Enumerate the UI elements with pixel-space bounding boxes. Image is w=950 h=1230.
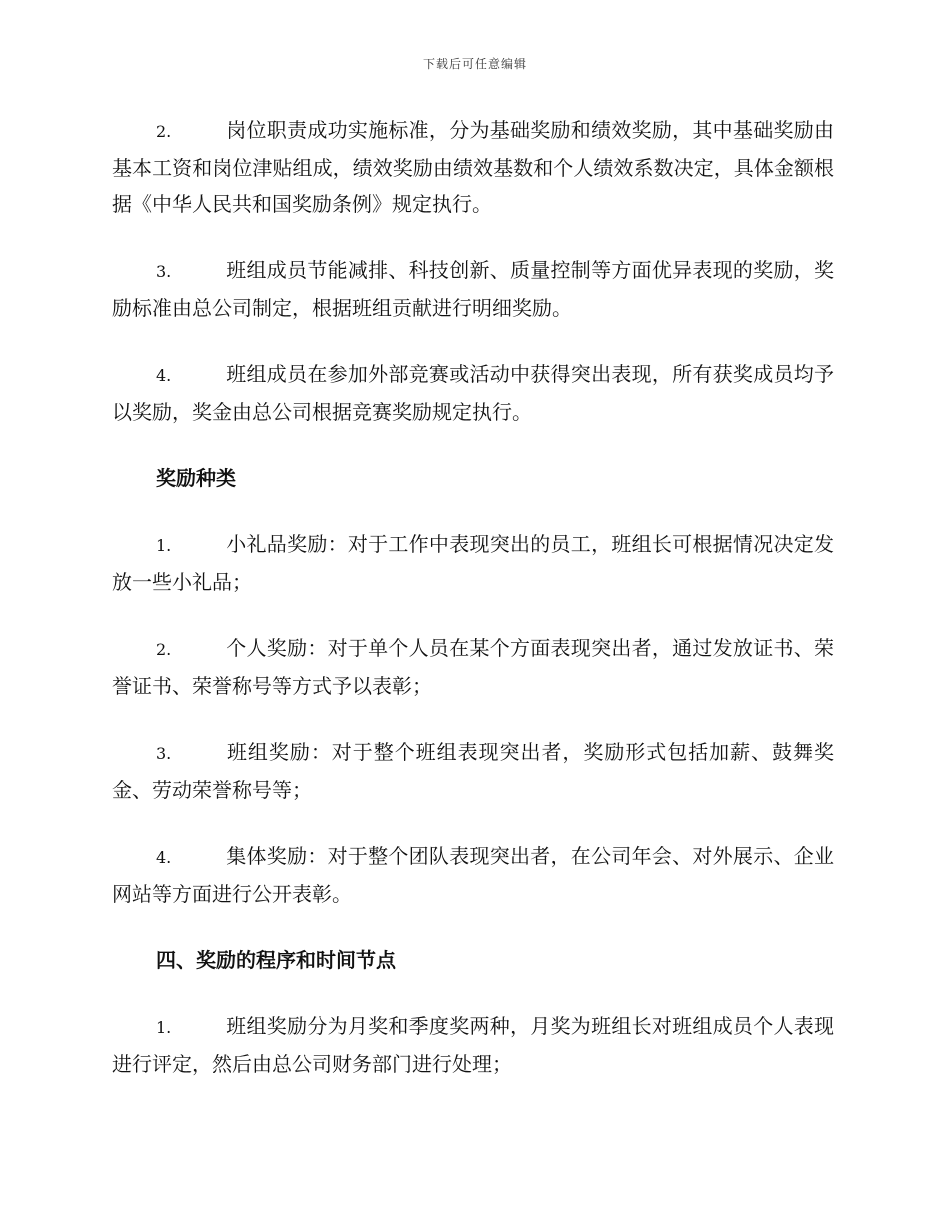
item-text: 班组奖励分为月奖和季度奖两种，月奖为班组长对班组成员个人表现进行评定，然后由总公司财务部门进行处理；	[112, 1014, 834, 1076]
list-item	[112, 526, 834, 600]
list-item	[112, 734, 834, 808]
item-text: 班组奖励：对于整个班组表现突出者，奖励形式包括加薪、鼓舞奖金、劳动荣誉称号等；	[112, 740, 834, 802]
item-text: 集体奖励：对于整个团队表现突出者，在公司年会、对外展示、企业网站等方面进行公开表彰。	[112, 844, 834, 906]
item-number: 4.	[156, 366, 172, 385]
item-number: 1.	[156, 1018, 172, 1037]
item-text: 班组成员在参加外部竞赛或活动中获得突出表现，所有获奖成员均予以奖励，奖金由总公司根据竞赛奖励规定执行。	[112, 362, 834, 424]
item-text: 岗位职责成功实施标准，分为基础奖励和绩效奖励，其中基础奖励由基本工资和岗位津贴组成，绩效奖励由绩效基数和个人绩效系数决定，具体金额根据《中华人民共和国奖励条例》规定执行。	[112, 118, 834, 216]
item-number: 1.	[156, 536, 172, 555]
document-body	[112, 112, 834, 1112]
section-heading-reward-types: 奖励种类	[156, 466, 236, 490]
list-item	[112, 252, 834, 326]
item-number: 2.	[156, 640, 172, 659]
list-item	[112, 112, 834, 222]
item-number: 2.	[156, 122, 172, 141]
item-text: 小礼品奖励：对于工作中表现突出的员工，班组长可根据情况决定发放一些小礼品；	[112, 532, 834, 594]
item-text: 个人奖励：对于单个人员在某个方面表现突出者，通过发放证书、荣誉证书、荣誉称号等方式予以表彰；	[112, 636, 834, 698]
list-item	[112, 356, 834, 430]
list-item	[112, 630, 834, 704]
page-header: 下载后可任意编辑	[422, 57, 527, 71]
list-item	[112, 838, 834, 912]
item-number: 4.	[156, 848, 172, 867]
item-text: 班组成员节能减排、科技创新、质量控制等方面优异表现的奖励，奖励标准由总公司制定，根据班组贡献进行明细奖励。	[112, 258, 834, 320]
list-item	[112, 1008, 834, 1082]
item-number: 3.	[156, 262, 172, 281]
item-number: 3.	[156, 744, 172, 763]
section-heading-procedure: 四、奖励的程序和时间节点	[156, 948, 396, 972]
